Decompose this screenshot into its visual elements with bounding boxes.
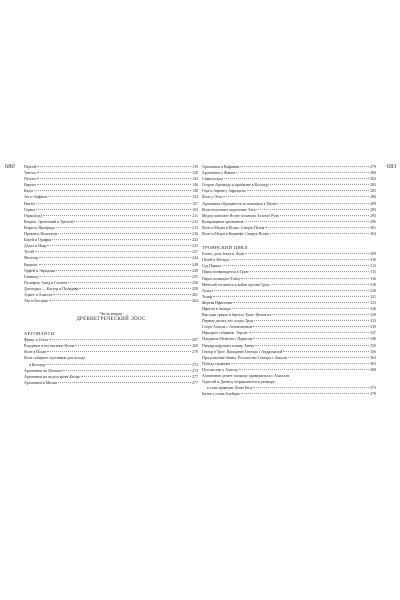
toc-entry-title: Европа (24, 183, 36, 188)
toc-entry-page: 146 (192, 183, 198, 188)
dot-leader (241, 393, 370, 394)
toc-entry-page: 329 (370, 313, 376, 318)
toc-entry-title: Аргонавты на полуострове Кизик (24, 374, 80, 379)
dot-leader (254, 320, 369, 321)
toc-entry-page: 138 (192, 171, 198, 176)
toc-list-argonauts-cont (202, 164, 376, 237)
toc-entry-title: Ахилл (202, 288, 213, 293)
dot-leader (250, 271, 370, 272)
toc-entry-title: Парис похищает Елену (202, 276, 241, 281)
toc-entry-title: Кекроп, Эрехтоний и Эрехтей (24, 219, 74, 224)
toc-entry-page: 227 (192, 250, 198, 255)
dot-leader (58, 382, 191, 383)
toc-entry-page: 285 (370, 189, 376, 194)
toc-entry-page: 339 (370, 325, 376, 330)
dot-leader (239, 369, 369, 370)
toc-entry-title: Ниоба (24, 201, 35, 206)
dot-leader (58, 233, 191, 234)
dot-leader (233, 302, 369, 303)
toc-entry-title: Возвращение аргонавтов (202, 219, 244, 224)
toc-entry-title: Кекропс (24, 262, 38, 267)
dot-leader (278, 203, 369, 204)
toc-entry-page: 280 (370, 171, 376, 176)
dot-leader (47, 364, 191, 365)
dot-leader (37, 178, 191, 179)
section-title-troy: ТРОЯНСКИЙ ЦИКЛ (202, 245, 248, 251)
toc-entry-page: 119 (192, 165, 198, 169)
dot-leader (253, 387, 369, 388)
dot-leader (39, 257, 191, 258)
toc-entry-title: Агамемнон делает попытку примириться с Ахиллом (202, 374, 290, 378)
toc-entry-title: Ясон и Медея в Иолке. Смерть Пелия (202, 225, 265, 230)
toc-entry-title: Тантал (24, 171, 36, 176)
dot-leader (247, 190, 369, 191)
dot-leader (37, 172, 192, 173)
dot-leader (231, 363, 369, 364)
toc-entry-page: 255 (192, 274, 198, 279)
toc-entry-title: Фрикс и Гелла (24, 338, 48, 343)
toc-entry-page: 274 (192, 368, 198, 373)
dot-leader (36, 209, 191, 210)
toc-entry-title: Ясон собирает спутников для похода (24, 356, 86, 361)
toc-entry-title: Дедал и Икар (24, 244, 47, 249)
toc-entry-title: Кадм (24, 189, 33, 194)
dot-leader (74, 221, 191, 222)
toc-entry-title: Ясон у Ээта (202, 195, 222, 200)
toc-entry-title: Высадка греков в берегах Трои. Филоктет (202, 313, 272, 318)
toc-entry-page: 267 (192, 338, 198, 343)
toc-entry-page: 293 (370, 207, 376, 212)
dot-leader (249, 332, 370, 333)
dot-leader (34, 190, 191, 191)
toc-entry-page: 293 (370, 213, 376, 218)
toc-entry-title: Ганимед (24, 274, 39, 279)
toc-entry-title: Первые десять лет осады Трои (202, 319, 254, 324)
right-page-number: 681 (387, 163, 397, 170)
toc-entry-page: 318 (370, 282, 376, 287)
dot-leader (52, 239, 191, 240)
toc-entry-page: 326 (370, 306, 376, 311)
dot-leader (270, 233, 370, 234)
toc-entry-title: Парис возвращается в Трою (202, 270, 249, 275)
toc-entry-page: 264 (192, 299, 198, 304)
toc-entry (24, 380, 198, 386)
toc-entry-title: Посольство к Ахиллу (202, 367, 238, 372)
toc-entry-title: Гера и Афина у Афродиты (202, 189, 246, 194)
dot-leader (47, 245, 191, 246)
toc-entry-title: Прокна и Филомела (24, 232, 58, 237)
toc-entry-title: Одиссей и Диомед отправляются в разведку (202, 380, 276, 385)
dot-leader (224, 178, 369, 179)
dot-leader (36, 203, 192, 204)
toc-entry-page: 323 (370, 300, 376, 305)
toc-entry-page: 248 (192, 262, 198, 267)
section-title-argonauts: АРГОНАВТЫ (24, 331, 55, 337)
toc-entry-page: 301 (370, 225, 376, 230)
toc-entry-page: 316 (370, 276, 376, 281)
toc-entry-title: Телеф (202, 294, 213, 299)
toc-entry-title: Остров Аретиада и прибытие в Колхиду (202, 183, 269, 188)
dot-leader (49, 300, 192, 301)
dot-leader (39, 276, 191, 277)
toc-list-heroes (24, 164, 198, 304)
toc-entry-title: Елена, дочь Зевса и Леды (202, 252, 245, 257)
dot-leader (245, 253, 369, 254)
dot-leader (39, 264, 191, 265)
dot-leader (223, 196, 369, 197)
toc-entry-title: Геракл (24, 207, 36, 212)
dot-leader (244, 221, 369, 222)
toc-entry-page: 249 (192, 268, 198, 273)
toc-entry-title: Кефал и Прокрида (24, 225, 55, 230)
dot-leader (270, 184, 369, 185)
toc-entry-title: Ифиген в Авлиде (202, 306, 231, 311)
dot-leader (43, 215, 191, 216)
toc-entry-page: 163 (192, 207, 198, 212)
dot-leader (236, 172, 369, 173)
toc-entry-page: 304 (370, 232, 376, 237)
toc-entry (202, 231, 376, 237)
dot-leader (222, 265, 369, 266)
dot-leader (240, 166, 369, 167)
toc-entry-page: 277 (192, 374, 198, 379)
toc-entry-page: 315 (370, 270, 376, 275)
toc-entry-title: Продолжение битвы. Посольство Гектора с Аяксом (202, 355, 288, 360)
toc-entry-title: Пелей и Фетида (202, 258, 229, 263)
toc-entry-page: 347 (370, 331, 376, 336)
part-label: Часть вторая (100, 311, 122, 317)
toc-entry-page: 365 (370, 361, 376, 366)
toc-entry-page: 277 (192, 380, 198, 385)
dot-leader (56, 270, 191, 271)
toc-entry-title: Пандар нарушает клятву. Битва (202, 343, 255, 348)
toc-entry-page: 363 (370, 355, 376, 360)
left-page-number: 680 (5, 163, 15, 170)
toc-entry-page: 320 (370, 288, 376, 293)
toc-entry-title: Эхо и Беозрия (24, 299, 48, 304)
toc-entry-title: Адмет и Алкеста (24, 292, 53, 297)
toc-entry-page: 223 (192, 244, 198, 249)
toc-entry-page: 348 (370, 337, 376, 342)
dot-leader (256, 209, 369, 210)
dot-leader (214, 290, 369, 291)
toc-entry-title: Аргонавты в Мизии (24, 380, 58, 385)
dot-leader (37, 184, 191, 185)
toc-entry-page: 269 (192, 344, 198, 349)
dot-leader (35, 251, 192, 252)
dot-leader (265, 227, 369, 228)
toc-entry-page: 279 (370, 165, 376, 169)
dot-leader (53, 294, 191, 295)
toc-entry-title: Полифем, Акид и Галатея (24, 280, 67, 285)
toc-entry-title: Народное собрание. Терсит (202, 331, 248, 336)
dot-leader (280, 215, 369, 216)
toc-entry-page: 356 (370, 349, 376, 354)
dot-leader (81, 376, 191, 377)
dot-leader (241, 278, 369, 279)
toc-entry-title: Битва у стана Ахейцев (202, 392, 240, 397)
dot-leader (288, 357, 369, 358)
toc-entry-title: Тесей (24, 250, 34, 255)
toc-entry-page: 270 (192, 350, 198, 355)
toc-entry-page: 333 (370, 319, 376, 324)
toc-entry-title: в Колхиду (29, 362, 46, 367)
toc-entry-title: Диоскуры — Кастор и Полидевк (24, 286, 79, 291)
toc-entry-page: 256 (192, 280, 198, 285)
dot-leader (255, 345, 369, 346)
toc-entry-title: Ясон в Иолке (24, 350, 47, 355)
toc-entry-title: Геракл(ид) (24, 213, 42, 218)
dot-leader (283, 351, 369, 352)
dot-leader (270, 284, 369, 285)
toc-entry-title: Победа троянцев (202, 361, 231, 366)
toc-entry-title: Ясон и Медея в Коринфе. Смерть Ясона (202, 232, 269, 237)
toc-entry-title: Борей и Орифия (24, 238, 52, 243)
toc-entry-page: 211 (192, 213, 198, 218)
dot-leader (48, 196, 191, 197)
toc-entry-page: 244 (192, 256, 198, 261)
toc-list-trojan (202, 251, 376, 397)
dot-leader (63, 370, 191, 371)
dot-leader (56, 227, 191, 228)
dot-leader (253, 326, 369, 327)
toc-entry-page: 289 (370, 201, 376, 206)
toc-entry-title: Суд Париса (202, 264, 222, 269)
toc-entry-title: Орфей и Эвридика (24, 268, 56, 273)
dot-leader (230, 259, 370, 260)
toc-entry-title: Поединок Менелая с Парисом (202, 337, 253, 342)
toc-entry-title: Рождение и воспитание Ясона (24, 344, 75, 349)
toc-list-argonauts (24, 337, 198, 386)
toc-entry-title: Симплегады (202, 177, 223, 182)
toc-entry-page: 283 (370, 183, 376, 188)
dot-leader (272, 314, 369, 315)
toc-entry-title: Ясон исполняет поручение Ээта (202, 207, 256, 212)
toc-entry-page: 379 (370, 392, 376, 397)
toc-entry-page: 309 (370, 252, 376, 257)
toc-entry-title: Медея помогает Ясону похитить Золотое Руно (202, 213, 280, 218)
toc-entry-title: Аргонавты у Финея (202, 171, 235, 176)
dot-leader (75, 345, 191, 346)
toc-entry-page: 213 (192, 225, 198, 230)
toc-entry-title: Аргонавты в Вифинии (202, 165, 240, 169)
toc-entry-title: Гектор в Трое. Прощание Гектора с Андромахой (202, 349, 283, 354)
toc-entry-title: Мелеагр (24, 256, 39, 261)
toc-entry-title: Персей (24, 165, 37, 169)
toc-entry-page: 313 (370, 264, 376, 269)
toc-entry-page: 222 (192, 238, 198, 243)
toc-entry-page: 282 (370, 177, 376, 182)
toc-entry-page: 258 (192, 286, 198, 291)
toc-entry-title: в стан троянцев. Конн Реса (207, 386, 253, 391)
toc-entry-title: Аргонавты на Лемносе (24, 368, 63, 373)
dot-leader (49, 339, 191, 340)
toc-entry-page: 216 (192, 232, 198, 237)
toc-entry-title: Аргонавты обращаются за помощью к Медее (202, 201, 278, 206)
toc-entry-page: 286 (370, 195, 376, 200)
toc-entry-title: Жертва Ифигении (202, 300, 233, 305)
left-toc-column (24, 164, 198, 386)
toc-entry-page: 373 (370, 386, 376, 391)
dot-leader (47, 351, 191, 352)
toc-entry-page: 212 (192, 219, 198, 224)
right-toc-column (202, 164, 376, 397)
dot-leader (253, 338, 369, 339)
toc-entry (24, 298, 198, 304)
toc-entry-title: Зет и Амфион (24, 195, 48, 200)
toc-entry-page: 157 (192, 201, 198, 206)
toc-entry (202, 391, 376, 397)
toc-entry-page: 261 (192, 292, 198, 297)
toc-entry-title: Пелопс (24, 177, 37, 182)
dot-leader (213, 296, 369, 297)
toc-entry-page: 154 (192, 195, 198, 200)
toc-entry-title: Ссора Ахилла с Агамемноном (202, 325, 253, 330)
toc-entry-page: 321 (370, 294, 376, 299)
toc-entry-page: 272 (192, 362, 198, 367)
toc-entry-page: 142 (192, 177, 198, 182)
dot-leader (68, 282, 191, 283)
toc-entry-page: 310 (370, 258, 376, 263)
dot-leader (79, 288, 191, 289)
toc-entry-title: Менелай готовится к войне против Трои (202, 282, 270, 287)
toc-entry-page: 148 (192, 189, 198, 194)
part-title: ДРЕВНЕГРЕЧЕСКИЙ ЭПОС (76, 317, 146, 323)
toc-entry-page: 368 (370, 367, 376, 372)
dot-leader (37, 166, 191, 167)
dot-leader (232, 308, 369, 309)
toc-entry-page: 350 (370, 343, 376, 348)
toc-entry-page: 296 (370, 219, 376, 224)
